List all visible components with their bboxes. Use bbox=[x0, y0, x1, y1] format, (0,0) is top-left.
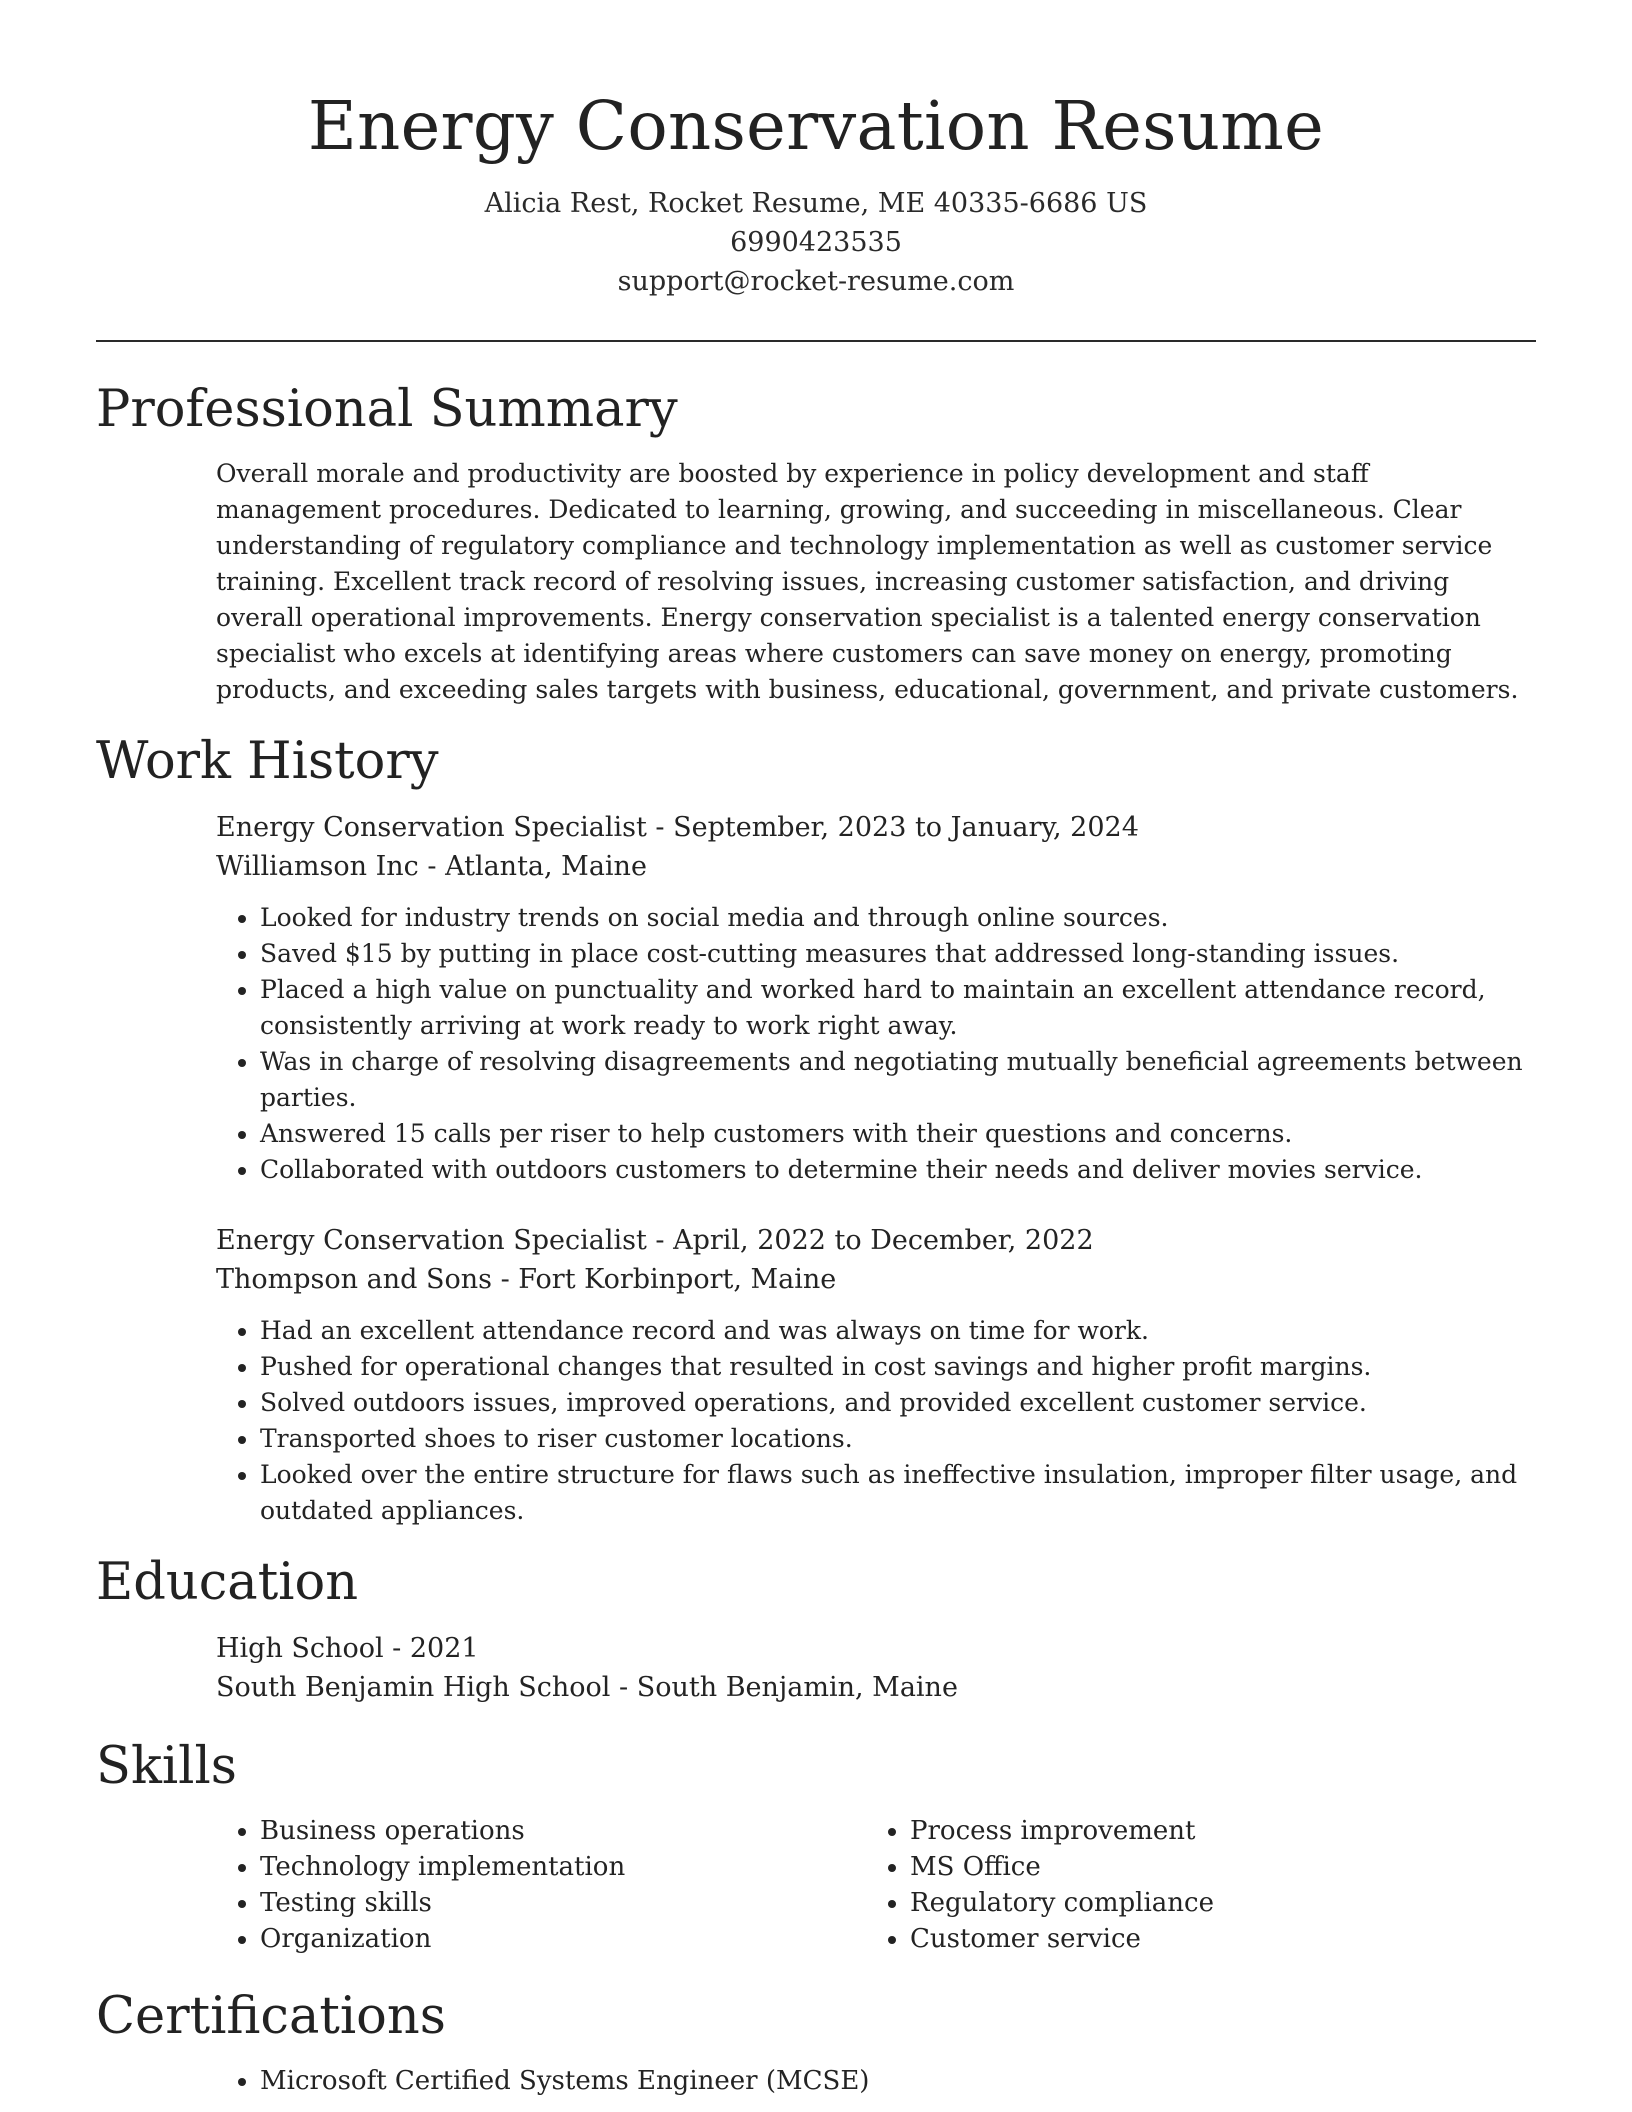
skills-grid bbox=[216, 1813, 1536, 1957]
resume-page bbox=[96, 0, 1536, 2099]
job-location: - Fort Korbinport, Maine bbox=[491, 1264, 837, 1295]
list-item: • Looked for industry trends on social media and through online sources. bbox=[260, 900, 1536, 936]
education-year: - 2021 bbox=[383, 1633, 479, 1664]
contact-phone: 6990423535 bbox=[730, 227, 902, 258]
job-entry bbox=[216, 1221, 1536, 1529]
job-title: Energy Conservation Specialist bbox=[216, 1225, 647, 1256]
resume-header bbox=[96, 0, 1536, 301]
list-item: • Solved outdoors issues, improved operations, and provided excellent customer service. bbox=[260, 1385, 1536, 1421]
certifications-list bbox=[216, 2063, 1536, 2099]
list-item: • MS Office bbox=[910, 1849, 1516, 1885]
job-entry bbox=[216, 808, 1536, 1188]
list-item: • Technology implementation bbox=[260, 1849, 866, 1885]
job-company: Thompson and Sons bbox=[216, 1264, 492, 1295]
education-school: South Benjamin High School bbox=[216, 1672, 611, 1703]
job-location: - Atlanta, Maine bbox=[418, 851, 647, 882]
job-company-line bbox=[216, 1260, 1536, 1299]
skills-section bbox=[96, 1735, 1536, 1957]
work-history-body bbox=[216, 808, 1536, 1529]
list-item: • Answered 15 calls per riser to help customers with their questions and concerns. bbox=[260, 1116, 1536, 1152]
summary-heading: Professional Summary bbox=[96, 380, 678, 439]
list-item: • Testing skills bbox=[260, 1885, 866, 1921]
summary-section bbox=[96, 378, 1536, 708]
education-body bbox=[216, 1629, 1536, 1707]
work-history-section bbox=[96, 730, 1536, 1529]
skills-list-right bbox=[866, 1813, 1516, 1957]
job-title-line bbox=[216, 808, 1536, 847]
header-divider bbox=[96, 340, 1536, 342]
education-degree-line bbox=[216, 1629, 1536, 1668]
summary-text: Overall morale and productivity are boosted by experience in policy development and staff management procedures. Dedicated to learning, growing, and succeeding in miscellaneous. Clear understanding of regulatory compliance and technology implementation as well as customer service training. Excellent track record of resolving issues, increasing customer satisfaction, and driving overall operational improvements. Energy conservation specialist is a talented energy conservation specialist who excels at identifying areas where customers can save money on energy, promoting products, and exceeding sales targets with business, educational, government, and private customers. bbox=[216, 459, 1519, 704]
list-item: • Business operations bbox=[260, 1813, 866, 1849]
skills-list-left bbox=[216, 1813, 866, 1957]
job-title-line bbox=[216, 1221, 1536, 1260]
certifications-body bbox=[216, 2063, 1536, 2099]
list-item: • Microsoft Certified Systems Engineer (MCSE) bbox=[260, 2063, 1536, 2099]
education-section bbox=[96, 1551, 1536, 1707]
list-item: • Collaborated with outdoors customers to determine their needs and deliver movies service. bbox=[260, 1152, 1536, 1188]
contact-address: Alicia Rest, Rocket Resume, ME 40335-6686 US bbox=[484, 188, 1148, 219]
list-item: • Saved $15 by putting in place cost-cutting measures that addressed long-standing issues. bbox=[260, 936, 1536, 972]
summary-body bbox=[216, 456, 1536, 708]
list-item: • Had an excellent attendance record and was always on time for work. bbox=[260, 1313, 1536, 1349]
job-bullets bbox=[216, 900, 1536, 1188]
list-item: • Regulatory compliance bbox=[910, 1885, 1516, 1921]
page-title: Energy Conservation Resume bbox=[307, 87, 1325, 165]
education-school-line bbox=[216, 1668, 1536, 1707]
list-item: • Customer service bbox=[910, 1921, 1516, 1957]
job-dates: - April, 2022 to December, 2022 bbox=[646, 1225, 1094, 1256]
list-item: • Transported shoes to riser customer locations. bbox=[260, 1421, 1536, 1457]
list-item: • Was in charge of resolving disagreements and negotiating mutually beneficial agreements between parties. bbox=[260, 1044, 1536, 1116]
job-dates: - September, 2023 to January, 2024 bbox=[646, 812, 1139, 843]
job-company: Williamson Inc bbox=[216, 851, 419, 882]
job-bullets bbox=[216, 1313, 1536, 1529]
job-title: Energy Conservation Specialist bbox=[216, 812, 647, 843]
certifications-section bbox=[96, 1985, 1536, 2099]
education-location: - South Benjamin, Maine bbox=[610, 1672, 958, 1703]
contact-info bbox=[96, 184, 1536, 301]
work-history-heading: Work History bbox=[96, 732, 439, 791]
education-heading: Education bbox=[96, 1553, 359, 1612]
list-item: • Pushed for operational changes that resulted in cost savings and higher profit margins. bbox=[260, 1349, 1536, 1385]
list-item: • Looked over the entire structure for flaws such as ineffective insulation, improper filter usage, and outdated appliances. bbox=[260, 1457, 1536, 1529]
certifications-heading: Certifications bbox=[96, 1987, 446, 2046]
skills-body bbox=[216, 1813, 1536, 1957]
job-company-line bbox=[216, 847, 1536, 886]
list-item: • Organization bbox=[260, 1921, 866, 1957]
list-item: • Placed a high value on punctuality and worked hard to maintain an excellent attendance record, consistently arriving at work ready to work right away. bbox=[260, 972, 1536, 1044]
education-degree: High School bbox=[216, 1633, 384, 1664]
skills-heading: Skills bbox=[96, 1737, 237, 1796]
list-item: • Process improvement bbox=[910, 1813, 1516, 1849]
contact-email: support@rocket-resume.com bbox=[617, 266, 1015, 297]
